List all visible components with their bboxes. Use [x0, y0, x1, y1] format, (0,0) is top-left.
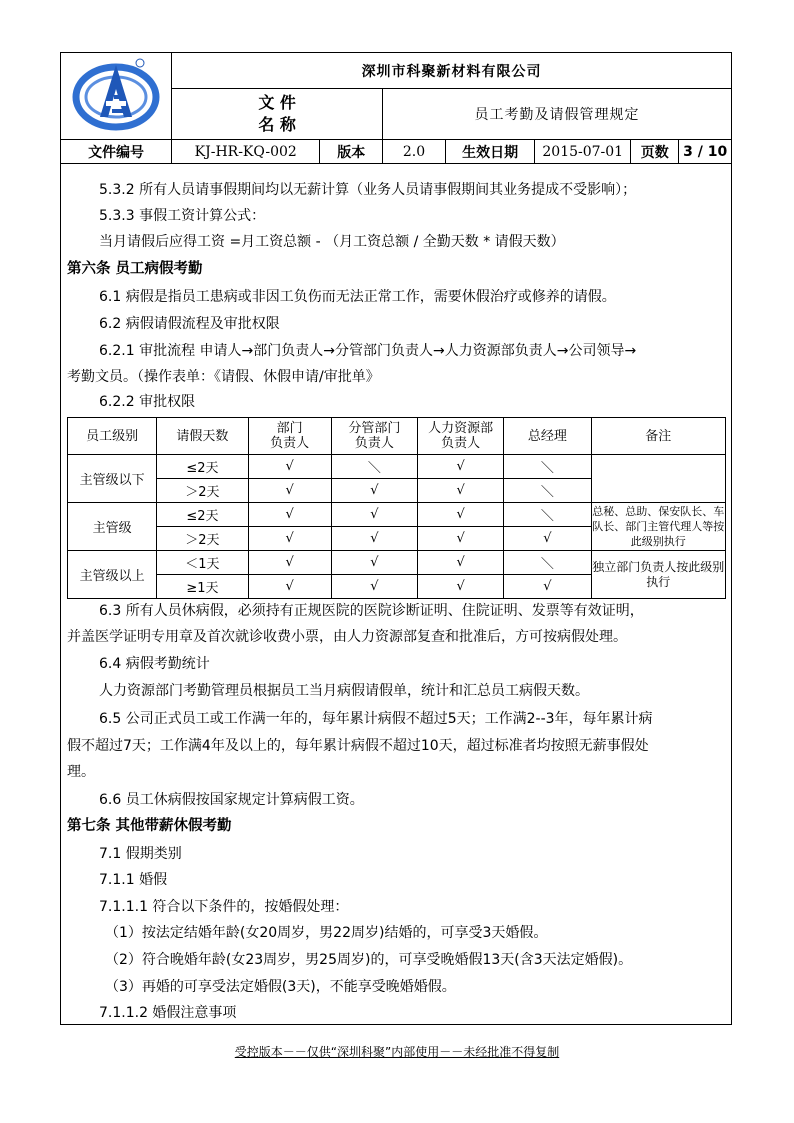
dept-head-mark: √ [248, 551, 331, 575]
dept-head-mark: √ [248, 455, 331, 479]
paragraph-6-4: 6.4 病假考勤统计 [99, 656, 210, 672]
paragraph-5-3-2: 5.3.2 所有人员请事假期间均以无薪计算（业务人员请事假期间其业务提成不受影响）； [99, 182, 637, 198]
gm-mark: ＼ [504, 479, 591, 503]
col-header-gm: 总经理 [504, 418, 591, 455]
dept-head-mark: √ [248, 527, 331, 551]
dept-head-mark: √ [248, 479, 331, 503]
controlled-copy-footer: 受控版本－－仅供“深圳科聚”内部使用－－未经批准不得复制 [234, 1045, 560, 1059]
division-head-mark: √ [331, 503, 417, 527]
gm-mark: ＼ [504, 551, 591, 575]
table-row [68, 455, 726, 479]
division-head-mark: √ [331, 479, 417, 503]
gm-mark: ＼ [504, 503, 591, 527]
version-label: 版本 [320, 140, 383, 164]
hr-head-mark: √ [418, 479, 504, 503]
division-head-mark: √ [331, 575, 417, 599]
paragraph-6-1: 6.1 病假是指员工患病或非因工负伤而无法正常工作，需要休假治疗或修养的请假。 [99, 289, 616, 305]
hr-head-mark: √ [418, 575, 504, 599]
logo-cell [61, 53, 172, 140]
division-head-mark: √ [331, 527, 417, 551]
doc-title: 员工考勤及请假管理规定 [383, 89, 732, 140]
gm-mark: √ [504, 527, 591, 551]
col-header-remark: 备注 [591, 418, 725, 455]
company-name: 深圳市科聚新材料有限公司 [172, 53, 732, 89]
paragraph-6-6: 6.6 员工休病假按国家规定计算病假工资。 [99, 792, 364, 808]
section-6-heading: 第六条 员工病假考勤 [67, 261, 203, 277]
formula-line: 当月请假后应得工资 =月工资总额 - （月工资总额 / 全勤天数 * 请假天数） [99, 234, 565, 250]
paragraph-6-3: 6.3 所有人员休病假，必须持有正规医院的医院诊断证明、住院证明、发票等有效证明， [99, 603, 644, 619]
paragraph-7-1-1-1: 7.1.1.1 符合以下条件的，按婚假处理： [99, 899, 349, 915]
effective-date: 2015-07-01 [535, 140, 631, 164]
days-cell: ≤2天 [157, 455, 248, 479]
paragraph-6-2-1-cont: 考勤文员。（操作表单：《请假、休假申请/审批单》 [67, 369, 380, 385]
days-cell: ＞2天 [157, 527, 248, 551]
paragraph-5-3-3: 5.3.3 事假工资计算公式： [99, 208, 266, 224]
days-cell: ＜1天 [157, 551, 248, 575]
paragraph-7-1: 7.1 假期类别 [99, 846, 182, 862]
effective-date-label: 生效日期 [445, 140, 535, 164]
level-cell: 主管级以上 [68, 551, 157, 599]
doc-name-label-line2: 名 称 [258, 115, 296, 135]
company-logo-icon [70, 53, 162, 135]
paragraph-6-2: 6.2 病假请假流程及审批权限 [99, 316, 280, 332]
col-header-level: 员工级别 [68, 418, 157, 455]
paragraph-6-3-cont: 并盖医学证明专用章及首次就诊收费小票，由人力资源部复查和批准后，方可按病假处理。 [67, 629, 627, 645]
section-7-heading: 第七条 其他带薪休假考勤 [67, 818, 232, 834]
days-cell: ＞2天 [157, 479, 248, 503]
condition-3: （3）再婚的可享受法定婚假(3天)，不能享受晚婚婚假。 [105, 979, 456, 995]
paragraph-6-2-2: 6.2.2 审批权限 [99, 394, 196, 410]
col-header-dept-head: 部门 负责人 [248, 418, 331, 455]
days-cell: ≤2天 [157, 503, 248, 527]
gm-mark: ＼ [504, 455, 591, 479]
table-row [68, 503, 726, 527]
doc-name-label-line1: 文 件 [258, 93, 296, 113]
table-header-row [68, 418, 726, 455]
condition-1: （1）按法定结婚年龄(女20周岁，男22周岁)结婚的，可享受3天婚假。 [105, 925, 548, 941]
division-head-mark: ＼ [331, 455, 417, 479]
level-cell: 主管级以下 [68, 455, 157, 503]
doc-name-label [172, 89, 383, 140]
paragraph-6-5-cont: 假不超过7天；工作满4年及以上的，每年累计病假不超过10天，超过标准者均按照无薪事假处 [67, 738, 649, 754]
dept-head-mark: √ [248, 575, 331, 599]
hr-head-mark: √ [418, 527, 504, 551]
page-label: 页数 [631, 140, 679, 164]
hr-head-mark: √ [418, 503, 504, 527]
hr-head-mark: √ [418, 455, 504, 479]
col-header-days: 请假天数 [157, 418, 248, 455]
table-row [68, 551, 726, 575]
paragraph-7-1-1-2: 7.1.1.2 婚假注意事项 [99, 1005, 237, 1021]
remark-cell: 总秘、总助、保安队长、车队长、部门主管代理人等按此级别执行 [591, 503, 725, 551]
document-header [60, 52, 732, 164]
paragraph-6-2-1: 6.2.1 审批流程 申请人→部门负责人→分管部门负责人→人力资源部负责人→公司领导→ [99, 343, 637, 359]
remark-cell-empty [591, 455, 725, 503]
approval-authority-table [67, 417, 726, 599]
dept-head-mark: √ [248, 503, 331, 527]
division-head-mark: √ [331, 551, 417, 575]
paragraph-7-1-1: 7.1.1 婚假 [99, 872, 168, 888]
paragraph-6-5-end: 理。 [67, 764, 95, 780]
hr-head-mark: √ [418, 551, 504, 575]
doc-no-label: 文件编号 [61, 140, 172, 164]
paragraph-6-4-body: 人力资源部门考勤管理员根据员工当月病假请假单，统计和汇总员工病假天数。 [99, 683, 589, 699]
col-header-hr-head: 人力资源部 负责人 [418, 418, 504, 455]
level-cell: 主管级 [68, 503, 157, 551]
doc-no: KJ-HR-KQ-002 [172, 140, 320, 164]
condition-2: （2）符合晚婚年龄(女23周岁，男25周岁)的，可享受晚婚假13天(含3天法定婚假)。 [105, 952, 633, 968]
gm-mark: √ [504, 575, 591, 599]
days-cell: ≥1天 [157, 575, 248, 599]
paragraph-6-5: 6.5 公司正式员工或工作满一年的，每年累计病假不超过5天；工作满2--3年，每年累计病 [99, 711, 653, 727]
col-header-division-head: 分管部门 负责人 [331, 418, 417, 455]
page-number: 3 / 10 [679, 140, 732, 164]
version: 2.0 [383, 140, 446, 164]
remark-cell: 独立部门负责人按此级别执行 [591, 551, 725, 599]
